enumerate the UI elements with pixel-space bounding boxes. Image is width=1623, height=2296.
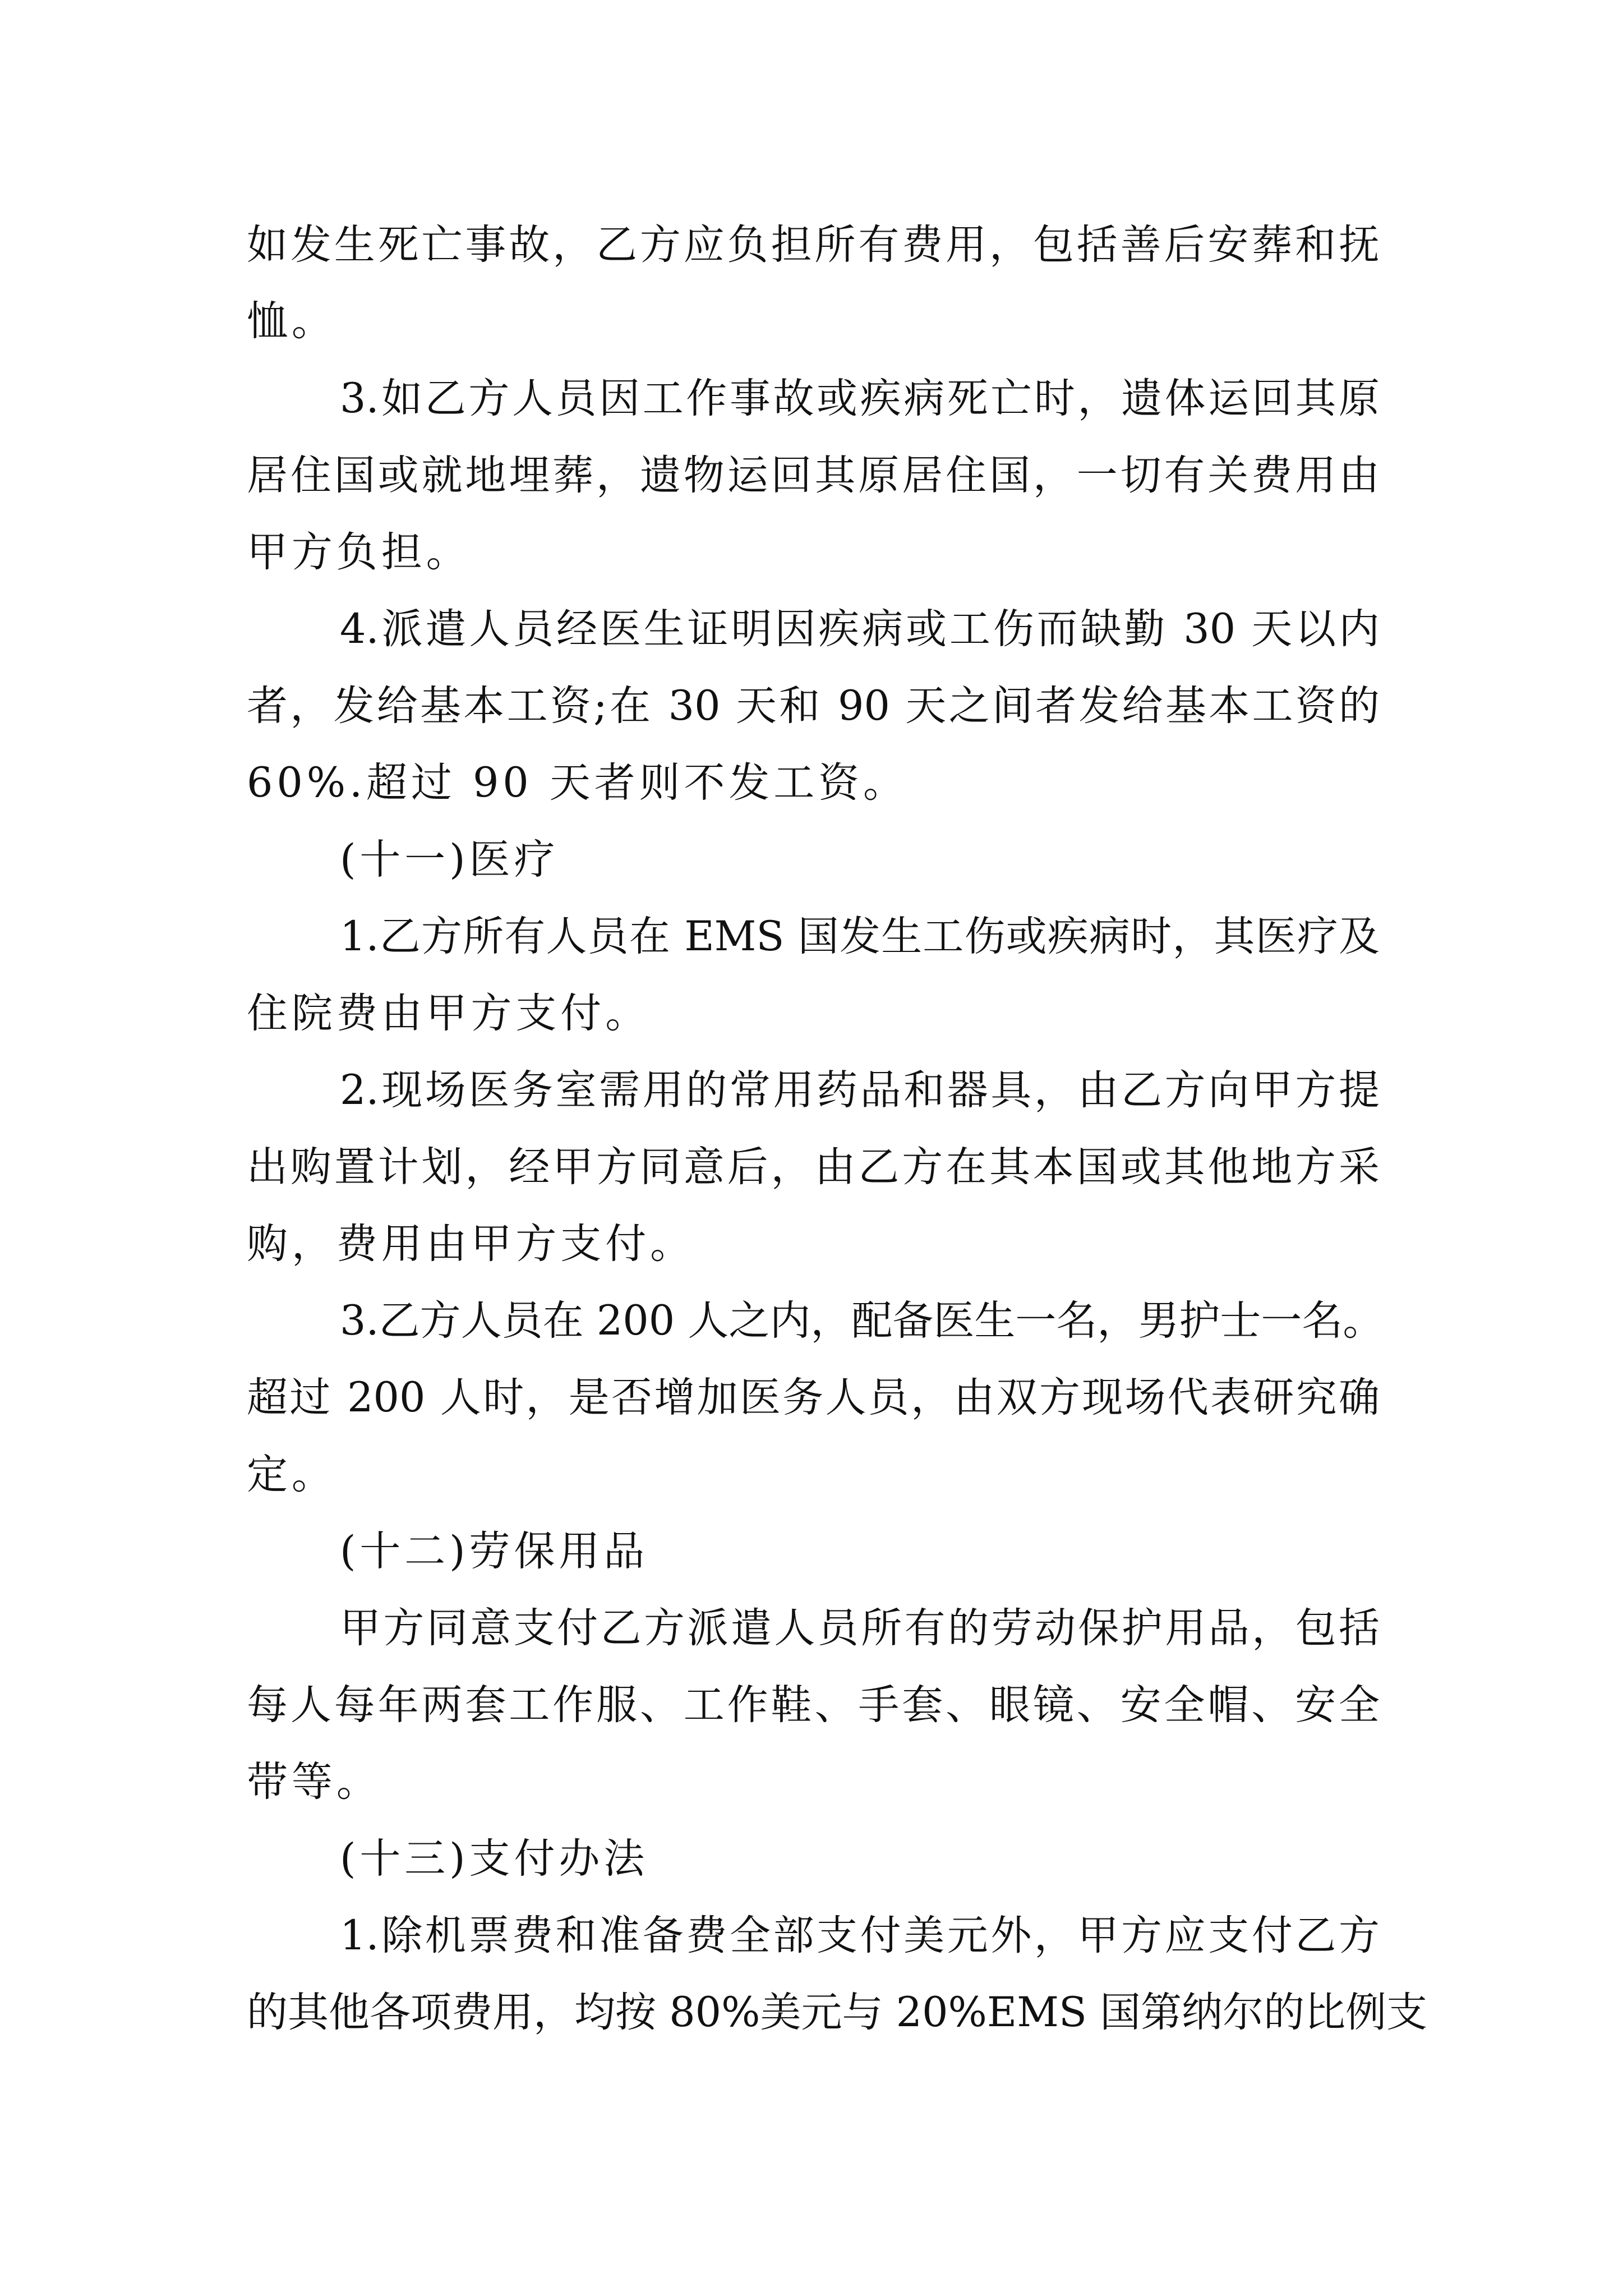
body-text-line: 60%.超过 90 天者则不发工资。 (247, 759, 908, 807)
body-text-line: 超过 200 人时，是否增加医务人员，由双方现场代表研究确 (247, 1374, 1380, 1421)
body-text-line: 购，费用由甲方支付。 (247, 1220, 695, 1268)
body-text-line: 甲方负担。 (247, 528, 471, 576)
body-text-line: 每人每年两套工作服、工作鞋、手套、眼镜、安全帽、安全 (247, 1681, 1380, 1729)
body-text-line: 恤。 (247, 297, 336, 345)
body-text-line: 定。 (247, 1451, 336, 1498)
body-text-line: 如发生死亡事故，乙方应负担所有费用，包括善后安葬和抚 (247, 221, 1380, 269)
paragraph-first-line: 甲方同意支付乙方派遣人员所有的劳动保护用品，包括 (340, 1604, 1380, 1652)
paragraph-first-line: 4.派遣人员经医生证明因疾病或工伤而缺勤 30 天以内 (340, 605, 1380, 653)
body-text-line: 出购置计划，经甲方同意后，由乙方在其本国或其他地方采 (247, 1143, 1380, 1191)
paragraph-first-line: 3.乙方人员在 200 人之内，配备医生一名，男护士一名。 (340, 1297, 1384, 1345)
body-text-line: 带等。 (247, 1758, 381, 1806)
body-text-line: 者，发给基本工资;在 30 天和 90 天之间者发给基本工资的 (247, 682, 1380, 730)
paragraph-first-line: 3.如乙方人员因工作事故或疾病死亡时，遗体运回其原 (340, 375, 1380, 422)
paragraph-first-line: 1.乙方所有人员在 EMS 国发生工伤或疾病时，其医疗及 (340, 913, 1380, 960)
body-text-line: 居住国或就地埋葬，遗物运回其原居住国，一切有关费用由 (247, 452, 1380, 499)
section-heading-protective-gear: (十二)劳保用品 (340, 1527, 649, 1575)
section-heading-medical: (十一)医疗 (340, 836, 559, 884)
paragraph-first-line: 1.除机票费和准备费全部支付美元外，甲方应支付乙方 (340, 1912, 1380, 1959)
section-heading-payment: (十三)支付办法 (340, 1835, 649, 1883)
paragraph-first-line: 2.现场医务室需用的常用药品和器具，由乙方向甲方提 (340, 1066, 1380, 1114)
body-text-line: 的其他各项费用，均按 80%美元与 20%EMS 国第纳尔的比例支 (247, 1989, 1428, 2036)
body-text-line: 住院费由甲方支付。 (247, 990, 651, 1037)
